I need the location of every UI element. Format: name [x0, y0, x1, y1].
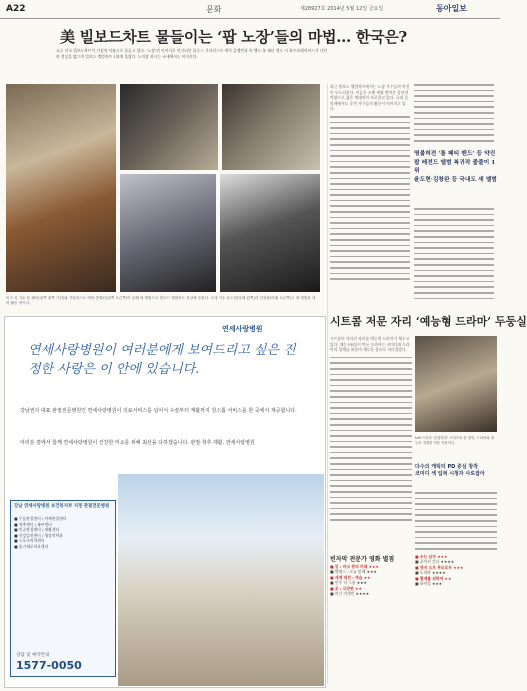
article-subhead: 명불허전 ‘톰 페티 밴드’ 등 약진 팝 레전드 앨범 복귀작 줄줄이 1위 윤도현·김창완 등 국내도 새 앨범 [414, 151, 497, 183]
ad-phone-label: 상담 및 예약안내 [16, 653, 50, 658]
section-label: 문화 [206, 5, 222, 14]
drama-article-body-2 [415, 492, 497, 548]
film-rating-item: ■ 하이힐 ★★★ [415, 581, 443, 587]
hospital-building-photo [118, 474, 324, 686]
article-text-lines [330, 357, 412, 521]
film-rating-item: ■ 엔젤스 : 오늘 말해 ★★★ [330, 569, 377, 575]
ad-department-item: ■ 척추센터 / 족부센터 [14, 521, 52, 527]
ad-info-title: 강남 연세사랑병원 보건복지부 지정 관절전문병원 [14, 504, 110, 509]
ad-slogan: 연세사랑병원이 여러분에게 보여드리고 싶은 진정한 사랑은 이 안에 있습니다. [28, 343, 296, 377]
page-number: A22 [6, 4, 26, 14]
ad-brand-name: 연세사랑병원 [222, 325, 263, 333]
film-ratings-list-2 [415, 554, 497, 586]
film-rating-item: ■ 황제를 위하여 ★★ [415, 575, 452, 581]
article-column-3 [414, 208, 494, 302]
film-ratings-list [330, 564, 412, 596]
newspaper-name: 동아일보 [436, 3, 467, 13]
photo-yoon-do-hyun [120, 174, 216, 292]
film-rating-item: ■ 포 : 극장판 ★★ [330, 585, 362, 591]
article-text-lines [330, 116, 410, 280]
film-rating-item: ■ 비긴 어게인 ★★★★ [330, 591, 370, 597]
article-text-lines [415, 492, 497, 550]
ad-department-item: ■ 무릎관절센터 / 어깨관절센터 [14, 516, 67, 521]
photo-caption: 미국 록 가수 톰 페티(위쪽 왼쪽 사진)와 기타리스트 에릭 클랩턴(위쪽 오른쪽)이 올해 새 앨범으로 빌보드 앨범차트 정상에 올랐다. 국내 가수 윤도현(아래 왼쪽)과 김창완(아래 오른쪽)도 새 앨범을 내며 활동 중이다. [6, 296, 316, 305]
ad-department-item: ■ 건강검진센터 / 영상의학과 [14, 532, 63, 538]
article-text-lines [414, 208, 494, 299]
ad-department-item: ■ 스포츠의학센터 [14, 538, 45, 544]
ad-description-2: 여러분 곁에서 함께 연세사랑병원이 건강한 미소를 위해 최선을 다하겠습니다. 관절·척추·재활, 연세사랑병원 [20, 440, 255, 446]
film-rating-item: ■ 세계 대전 : 역습 ★★ [330, 574, 371, 580]
film-rating-item: ■ 우는 남자 ★★★ [415, 554, 448, 559]
issue-date: 제28927호 2014년 5월 12일 금요일 [300, 6, 384, 12]
ad-description: 강남권의 대표 관절전문병원인 연세사랑병원이 의료서비스를 넘어서 수술부터 재활까지 원스톱 서비스를 한 곳에서 제공합니다. [20, 408, 297, 414]
photo-guitarist [6, 84, 116, 292]
article-text-lines [414, 84, 494, 142]
ad-department-item: ■ 줄기세포치료센터 [14, 543, 49, 549]
drama-photo-caption: tvN 드라마 ‘응답하라’ 시리즈의 한 장면. 드라마와 예능의 경계를 허문 작품이다. [415, 436, 494, 445]
photo-drama-scene [415, 336, 497, 432]
ad-department-item: ■ 인공관절센터 / 재활센터 [14, 527, 60, 533]
photo-eric-clapton [222, 84, 320, 170]
column-divider [327, 84, 328, 684]
film-rating-item: ■ 인투 더 스톰 ★★★ [330, 580, 367, 586]
drama-subhead: 다수의 캐릭터 PD 중심 창작 코미디 색 입혀 시청자 사로잡아 [415, 464, 485, 478]
headline: 美 빌보드차트 물들이는 ‘팝 노장’들의 마법… 한국은? [60, 28, 407, 46]
drama-headline: 시트콤 저문 자리 ‘예능형 드라마’ 두둥실 [330, 315, 527, 328]
article-column-1 [330, 84, 410, 306]
drama-article-body [330, 336, 412, 550]
film-rating-item: ■ 킹 : 마크 왕의 미래 ★★★ [330, 564, 379, 569]
photo-tom-petty [120, 84, 218, 170]
film-ratings-title: 빈자막 전문가 영화 별점 [330, 556, 395, 563]
article-text: 최근 빌보드 앨범차트에서는 노장 가수들의 약진이 두드러진다. 이들은 오랜 세월 쌓아온 음악적 역량으로 젊은 세대까지 사로잡고 있다. 국내 음악계에서도 중견 가수들의 활동이 이어지고 있다. [330, 84, 410, 112]
drama-article-text: 시트콤이 사라진 자리를 예능형 드라마가 채우고 있다. 예능 PD들이 만든 드라마는 코미디와 드라마의 경계를 허물며 새로운 장르로 자리잡았다. [330, 336, 410, 353]
ad-phone-number[interactable]: 1577-0050 [16, 659, 82, 672]
ad-department-list [14, 516, 114, 550]
lede-text: 요즘 미국 빌보드차트가 거장의 이름으로 물들고 있다. ‘노장’의 이미지로 인식되던 블루스 기타리스트 에릭 클랩턴과 록 밴드 톰 페티 앤드 더 하트브레이커스가 나란히 정상을 밟으며 빌보드 앨범차트 1위에 올랐다. 노익장 과시는 국내에서도 이어진다. [56, 48, 328, 59]
photo-kim-chang-wan [220, 174, 320, 292]
film-rating-item: ■ 도희야 ★★★★ [415, 570, 446, 576]
masthead [0, 0, 500, 19]
film-rating-item: ■ 끝까지 간다 ★★★★ [415, 559, 455, 565]
film-rating-item: ■ 엣지 오브 투모로우 ★★★ [415, 564, 464, 570]
article-column-2 [414, 84, 494, 144]
